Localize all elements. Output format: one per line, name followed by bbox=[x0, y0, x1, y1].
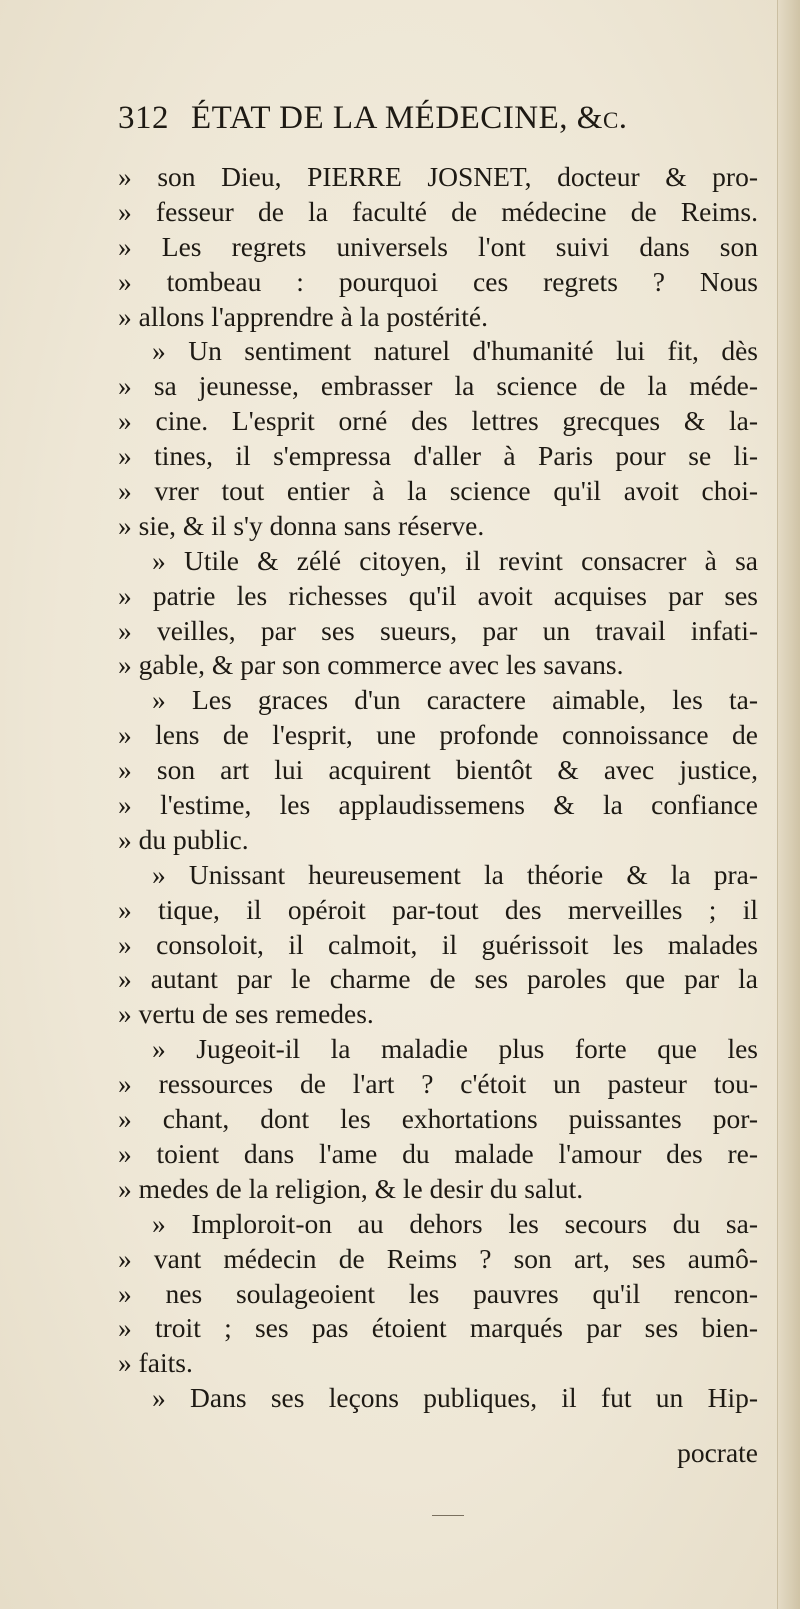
text-line: » sie, & il s'y donna sans réserve. bbox=[118, 509, 485, 541]
text-line: » toient dans l'ame du malade l'amour des re- bbox=[118, 1137, 758, 1169]
text-line: » l'estime, les applaudissemens & la confiance bbox=[118, 789, 758, 821]
text-line: » medes de la religion, & le desir du salut. bbox=[118, 1172, 584, 1204]
text-line: » veilles, par ses sueurs, par un travail infati- bbox=[118, 614, 758, 646]
text-line: » Unissant heureusement la théorie & la pra- bbox=[152, 858, 758, 890]
text-line: » tines, il s'empressa d'aller à Paris pour se li- bbox=[118, 440, 758, 472]
text-line: » ressources de l'art ? c'étoit un pasteur tou- bbox=[118, 1068, 758, 1100]
text-line: » tombeau : pourquoi ces regrets ? Nous bbox=[118, 265, 758, 297]
text-line: » Dans ses leçons publiques, il fut un Hip- bbox=[152, 1382, 758, 1414]
text-line: » Imploroit-on au dehors les secours du sa- bbox=[152, 1207, 758, 1239]
text-line: » son art lui acquirent bientôt & avec justice, bbox=[118, 754, 758, 786]
text-line: » Utile & zélé citoyen, il revint consacrer à sa bbox=[152, 544, 758, 576]
text-line: » allons l'apprendre à la postérité. bbox=[118, 300, 488, 332]
text-line: » vant médecin de Reims ? son art, ses aumô- bbox=[118, 1242, 758, 1274]
catchword: pocrate bbox=[677, 1437, 758, 1468]
text-line: » du public. bbox=[118, 823, 249, 855]
text-line: » vertu de ses remedes. bbox=[118, 998, 374, 1030]
text-line: » Un sentiment naturel d'humanité lui fit, dès bbox=[152, 335, 758, 367]
text-line: » sa jeunesse, embrasser la science de la méde- bbox=[118, 370, 758, 402]
text-line: » gable, & par son commerce avec les savans. bbox=[118, 649, 624, 681]
text-line: » nes soulageoient les pauvres qu'il rencon- bbox=[118, 1277, 758, 1309]
text-line: » tique, il opéroit par-tout des merveilles ; il bbox=[118, 893, 758, 925]
text-line: » chant, dont les exhortations puissantes por- bbox=[118, 1103, 758, 1135]
text-line: » cine. L'esprit orné des lettres grecques & la- bbox=[118, 405, 758, 437]
text-line: » Les graces d'un caractere aimable, les ta- bbox=[152, 684, 758, 716]
body-text bbox=[118, 160, 758, 1416]
text-line: » son Dieu, PIERRE JOSNET, docteur & pro- bbox=[118, 161, 758, 192]
text-line: » patrie les richesses qu'il avoit acquises par ses bbox=[118, 579, 758, 611]
page-number: 312 bbox=[118, 100, 169, 136]
text-line: » fesseur de la faculté de médecine de Reims. bbox=[118, 195, 758, 227]
signature-mark bbox=[432, 1515, 464, 1516]
text-line: » Jugeoit-il la maladie plus forte que les bbox=[152, 1033, 758, 1065]
text-line: » faits. bbox=[118, 1347, 193, 1379]
running-title: ÉTAT DE LA MÉDECINE, &c. bbox=[191, 100, 628, 136]
page-edge bbox=[777, 0, 800, 1609]
text-line: » autant par le charme de ses paroles que par la bbox=[118, 963, 758, 995]
text-line: » troit ; ses pas étoient marqués par ses bien- bbox=[118, 1312, 758, 1344]
text-line: » lens de l'esprit, une profonde connoissance de bbox=[118, 719, 758, 751]
text-line: » consoloit, il calmoit, il guérissoit les malades bbox=[118, 928, 758, 960]
text-line: » Les regrets universels l'ont suivi dans son bbox=[118, 230, 758, 262]
text-line: » vrer tout entier à la science qu'il avoit choi- bbox=[118, 475, 758, 507]
running-head bbox=[118, 100, 722, 146]
